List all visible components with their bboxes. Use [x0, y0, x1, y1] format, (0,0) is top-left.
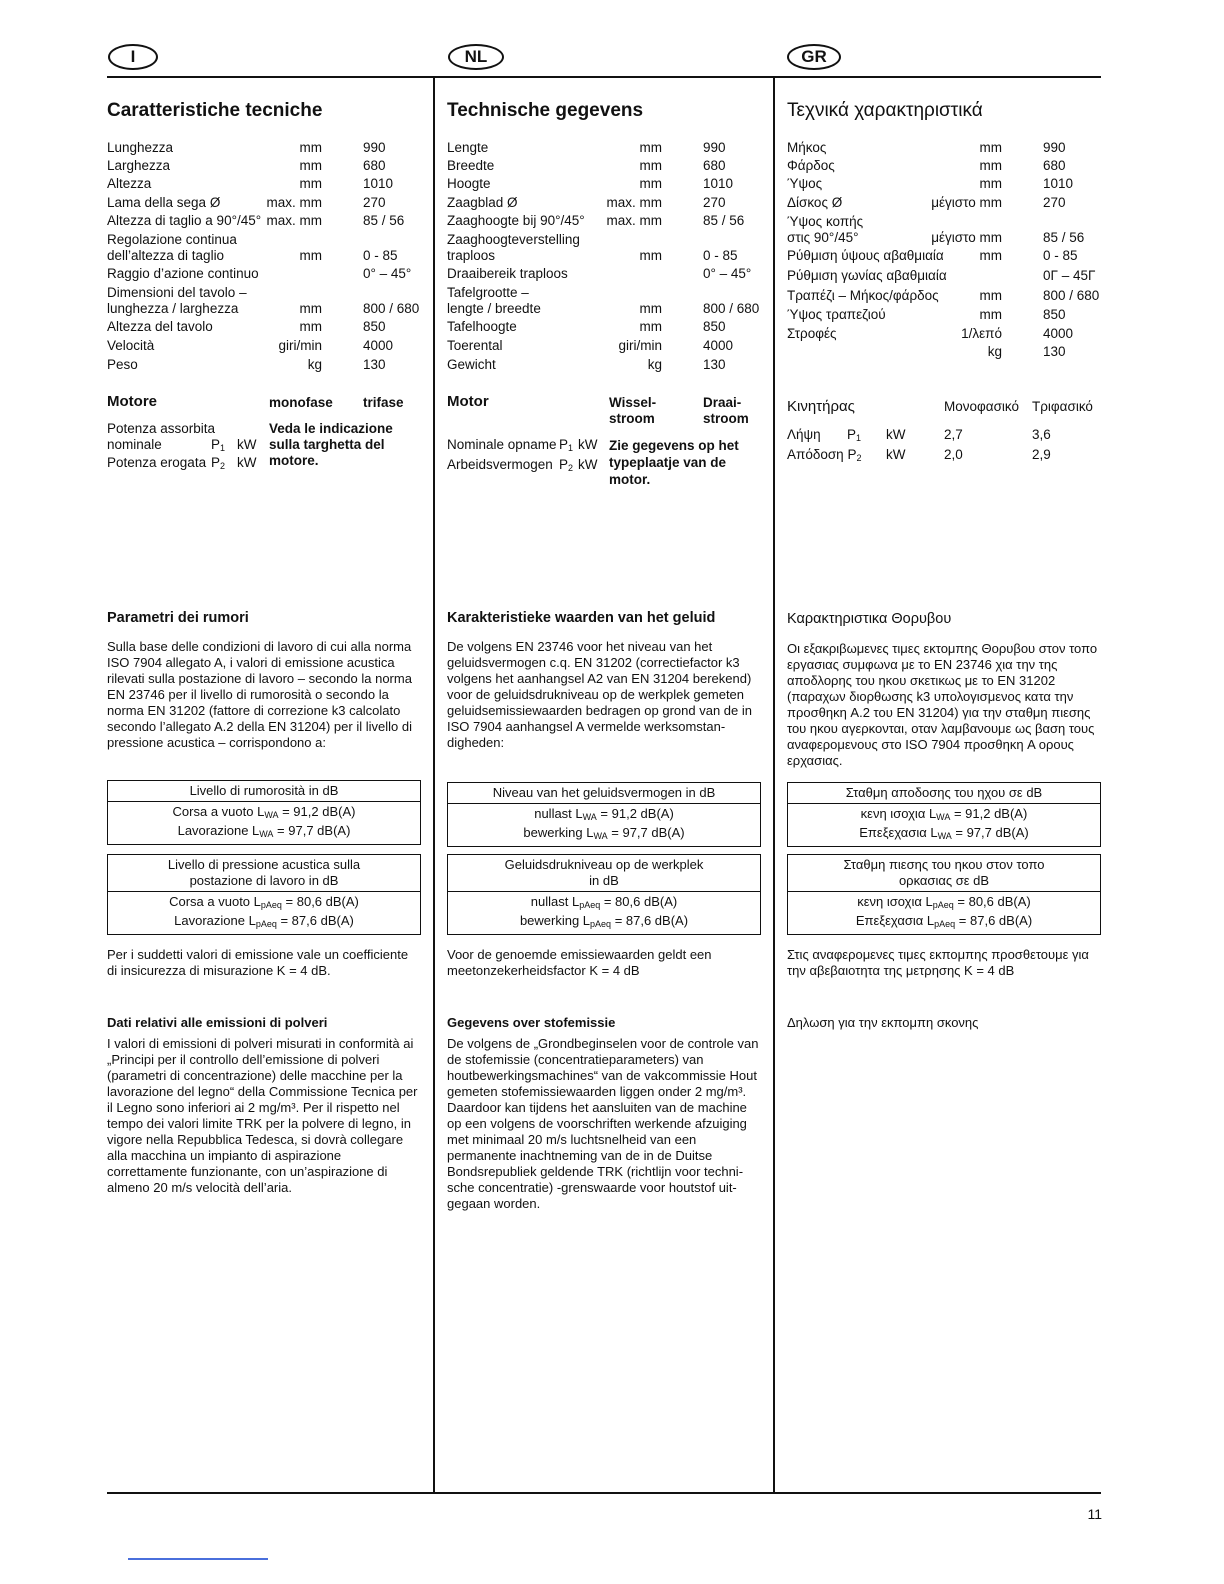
language-badge-gr: GR [787, 44, 841, 70]
spec-value: 0 - 85 [363, 248, 398, 263]
noise-box-pressure [447, 854, 761, 935]
noise-box-pressure [107, 854, 421, 935]
spec-label: Toerental [447, 338, 503, 353]
spec-unit: mm [299, 319, 322, 334]
language-badge-it: I [108, 44, 158, 70]
noise-value-line: Επεξεχασια $L_{WA} = 97,7$ dB(A) [859, 825, 1029, 841]
spec-row [447, 232, 761, 263]
spec-label: Hoogte [447, 176, 491, 191]
motor-col-three-phase: Τριφασικό [1032, 399, 1093, 414]
spec-value: 4000 [363, 338, 394, 353]
motor-output-unit: kW [237, 455, 257, 470]
motor-output-three: 2,9 [1032, 447, 1051, 462]
spec-value: 990 [363, 140, 386, 155]
spec-unit: μέγιστο mm [931, 195, 1002, 210]
footer-link-line [128, 1558, 268, 1560]
spec-row [787, 326, 1101, 344]
spec-row [447, 319, 761, 337]
motor-output-single: 2,0 [944, 447, 963, 462]
spec-row [447, 195, 761, 213]
motor-input-unit: kW [237, 437, 257, 452]
motor-col-single-phase: monofase [269, 395, 333, 410]
noise-box-body [788, 892, 1100, 934]
dust-title: Gegevens over stofemissie [447, 1015, 616, 1030]
spec-row [107, 285, 421, 316]
spec-value: 0° – 45° [703, 266, 752, 281]
spec-unit: max. mm [266, 195, 322, 210]
spec-label: Gewicht [447, 357, 496, 372]
spec-row [787, 195, 1101, 213]
spec-row [107, 338, 421, 356]
spec-value: 990 [1043, 140, 1066, 155]
noise-box-heading: Σταθμη πιεσης του ηκου στον τοπο ορκασιας σε dB [788, 855, 1100, 892]
spec-row [787, 140, 1101, 158]
noise-text: Οι εξακριβωμενες τιμες εκτομπης Θορυβου στον τοπο εργασιας συμφωνα με το EN 23746 χια την της αποδλορης του ηκου σκετικως με το EN 31202 (παραχων διορθωσης k3 υπολογισμενος κατα την προσθηκη A.2 του EN 31204) για την σταθμη πιεσης του ηκου αγερκονται, οταν λαμβανουμε ως βαση τους αναφερομενους στο ISO 7904 προσθηκη A ορους ερχασιας. [787, 641, 1098, 768]
noise-value-line: nullast $L_{pAeq} = 80,6$ dB(A) [530, 894, 678, 910]
spec-label: Ύψος [787, 176, 823, 191]
top-rule [107, 76, 1101, 78]
page-title: Caratteristiche tecniche [107, 100, 323, 121]
spec-value: 85 / 56 [703, 213, 745, 228]
spec-label: Altezza di taglio a 90°/45° [107, 213, 262, 228]
spec-row [447, 158, 761, 176]
motor-col-single-phase: Wissel- stroom [609, 395, 657, 426]
spec-label: Tafelhoogte [447, 319, 517, 334]
spec-label: Τραπέζι – Μήκος/φάρδος [787, 288, 939, 303]
noise-box-body [448, 804, 760, 846]
spec-label: Larghezza [107, 158, 171, 173]
spec-label: Breedte [447, 158, 495, 173]
spec-row [447, 357, 761, 375]
noise-box-body [448, 892, 760, 934]
spec-unit: giri/min [278, 338, 322, 353]
motor-col-single-phase: Μονοφασικό [944, 399, 1019, 414]
spec-unit: mm [639, 248, 662, 263]
spec-value: 680 [363, 158, 386, 173]
spec-unit: mm [979, 140, 1002, 155]
spec-unit: kg [307, 357, 322, 372]
noise-box-body [108, 802, 420, 844]
noise-value-line: bewerking $L_{pAeq} = 87,6$ dB(A) [519, 913, 689, 929]
noise-box-power [447, 782, 761, 847]
noise-title: Karakteristieke waarden van het geluid [447, 610, 716, 626]
spec-unit: mm [299, 248, 322, 263]
spec-unit: kg [987, 344, 1002, 359]
spec-value: 800 / 680 [1043, 288, 1100, 303]
noise-value-line: κενη ισοχια $L_{WA} = 91,2$ dB(A) [860, 806, 1028, 822]
spec-row [787, 214, 1101, 245]
spec-value: 270 [703, 195, 726, 210]
motor-input-symbol: $P_1$ [559, 437, 574, 453]
spec-unit: 1/λεπό [961, 326, 1002, 341]
spec-row [107, 195, 421, 213]
spec-value: 130 [703, 357, 726, 372]
motor-output-symbol: $P_2$ [211, 455, 226, 471]
spec-label: Tafelgrootte – lengte / breedte [447, 285, 541, 316]
spec-unit: mm [639, 140, 662, 155]
spec-unit: mm [299, 176, 322, 191]
motor-input-symbol: $P_1$ [847, 427, 862, 443]
spec-value: 0 - 85 [1043, 248, 1078, 263]
spec-value: 1010 [363, 176, 394, 191]
noise-value-line: Corsa a vuoto $L_{pAeq} = 80,6$ dB(A) [169, 894, 359, 910]
spec-row [107, 213, 421, 231]
spec-unit: max. mm [606, 195, 662, 210]
motor-input-three: 3,6 [1032, 427, 1051, 442]
dust-title: Δηλωση για την εκπομπη σκονης [787, 1015, 979, 1030]
spec-label: Zaagblad Ø [447, 195, 518, 210]
motor-input-unit: kW [886, 427, 906, 442]
spec-row [107, 266, 421, 284]
noise-box-heading: Niveau van het geluidsvermogen in dB [448, 783, 760, 804]
noise-title: Καρακτηριστικα Θορυβου [787, 611, 952, 627]
spec-label: Δίσκος Ø [787, 195, 843, 210]
spec-row [787, 268, 1101, 286]
spec-value: 680 [703, 158, 726, 173]
spec-row [447, 266, 761, 284]
spec-row [447, 140, 761, 158]
spec-value: 680 [1043, 158, 1066, 173]
dust-text: I valori di emissioni di polveri misurati in conformità ai „Principi per il controllo dell’emissione di polveri (parametri di concentrazione) delle macchine per la lavorazione del legno“ della Commissione Tecnica per il Legno sono inferiori ai 2 mg/m³. Per il rispetto nel tempo dei valori limite TRK per la polvere di legno, in vigore nella Repubblica Tedesca, si dovrà collegare alla macchina un impianto di aspirazione correttamente funzionante, con un’aspirazione di almeno 20 m/s velocità dell’aria. [107, 1036, 418, 1195]
spec-unit: max. mm [266, 213, 322, 228]
spec-unit: mm [979, 248, 1002, 263]
noise-value-line: Επεξεχασια $L_{pAeq} = 87,6$ dB(A) [855, 913, 1033, 929]
spec-row [447, 176, 761, 194]
spec-row [447, 213, 761, 231]
spec-label: Draaibereik traploos [447, 266, 568, 281]
motor-output-unit: kW [886, 447, 906, 462]
noise-box-heading: Livello di rumorosità in dB [108, 781, 420, 802]
noise-value-line: κενη ισοχια $L_{pAeq} = 80,6$ dB(A) [857, 894, 1031, 910]
spec-unit: mm [979, 288, 1002, 303]
spec-label: Altezza del tavolo [107, 319, 213, 334]
spec-label: Velocità [107, 338, 155, 353]
spec-label: Ύψος τραπεζιού [787, 307, 886, 322]
motor-input-symbol: $P_1$ [211, 437, 226, 453]
motor-note: Zie gegevens op het typeplaatje van de motor. [609, 438, 739, 487]
spec-label: Μήκος [787, 140, 827, 155]
noise-box-body [788, 804, 1100, 846]
motor-output-label: Potenza erogata [107, 455, 207, 470]
spec-row [787, 248, 1101, 266]
spec-label: Φάρδος [787, 158, 835, 173]
spec-value: 800 / 680 [363, 301, 420, 316]
spec-value: 850 [1043, 307, 1066, 322]
motor-output-label: Απόδοση $P_2$ [787, 447, 862, 463]
dust-title: Dati relativi alle emissioni di polveri [107, 1015, 328, 1030]
spec-value: 130 [363, 357, 386, 372]
spec-label: Ρύθμιση γωνίας αβαθμιαία [787, 268, 947, 283]
spec-unit: mm [639, 176, 662, 191]
noise-value-line: Lavorazione $L_{pAeq} = 87,6$ dB(A) [174, 913, 354, 929]
page-number: 11 [1087, 1506, 1102, 1522]
spec-label: Lama della sega Ø [107, 195, 221, 210]
spec-value: 85 / 56 [1043, 230, 1085, 245]
spec-label: Zaaghoogte bij 90°/45° [447, 213, 585, 228]
spec-unit: mm [299, 140, 322, 155]
uncertainty-text: Per i suddetti valori di emissione vale un coefficiente di insicurezza di misurazione K = 4 dB. [107, 947, 409, 978]
motor-title: Motore [107, 393, 157, 410]
spec-row [787, 344, 1101, 362]
noise-text: De volgens EN 23746 voor het niveau van het geluidsvermogen c.q. EN 31202 (correctiefactor k3 volgens het aanhangsel A2 van EN 31204 berekend) voor de geluidsdrukniveau op de werkplek gemeten geluidsemissiewaarden bedragen op grond van de in ISO 7904 aanhangsel A vermelde werksomstan-digheden: [447, 639, 752, 750]
motor-input-label: Nominale opname [447, 437, 557, 452]
noise-value-line: bewerking $L_{WA} = 97,7$ dB(A) [523, 825, 685, 841]
bottom-rule [107, 1492, 1101, 1494]
language-badge-nl: NL [448, 44, 504, 70]
spec-label: Lengte [447, 140, 489, 155]
noise-value-line: Corsa a vuoto $L_{WA} = 91,2$ dB(A) [172, 804, 356, 820]
spec-row [107, 357, 421, 375]
spec-label: Ύψος κοπής στις 90°/45° [787, 214, 864, 245]
noise-box-pressure [787, 854, 1101, 935]
spec-unit: mm [639, 158, 662, 173]
spec-value: 850 [363, 319, 386, 334]
spec-value: 850 [703, 319, 726, 334]
spec-value: 270 [363, 195, 386, 210]
spec-unit: μέγιστο mm [931, 230, 1002, 245]
spec-label: Peso [107, 357, 138, 372]
spec-label: Regolazione continua dell’altezza di taglio [107, 232, 237, 263]
spec-value: 4000 [1043, 326, 1074, 341]
spec-row [447, 285, 761, 316]
spec-row [447, 338, 761, 356]
noise-box-heading: Livello di pressione acustica sulla postazione di lavoro in dB [108, 855, 420, 892]
spec-value: 1010 [703, 176, 734, 191]
motor-title: Κινητήρας [787, 398, 855, 415]
spec-unit: mm [979, 307, 1002, 322]
motor-input-label: Potenza assorbita nominale [107, 421, 216, 452]
spec-label: Dimensioni del tavolo – lunghezza / larghezza [107, 285, 247, 316]
spec-value: 0Γ – 45Γ [1043, 268, 1096, 283]
spec-row [107, 176, 421, 194]
spec-label: Lunghezza [107, 140, 174, 155]
motor-input-unit: kW [578, 437, 598, 452]
motor-output-label: Arbeidsvermogen [447, 457, 553, 472]
spec-label: Ρύθμιση ύψους αβαθμιαία [787, 248, 944, 263]
noise-box-heading: Geluidsdrukniveau op de werkplek in dB [448, 855, 760, 892]
spec-value: 800 / 680 [703, 301, 760, 316]
noise-box-body [108, 892, 420, 934]
spec-row [107, 232, 421, 263]
spec-row [787, 158, 1101, 176]
spec-unit: mm [979, 176, 1002, 191]
spec-unit: mm [979, 158, 1002, 173]
spec-value: 1010 [1043, 176, 1074, 191]
spec-value: 85 / 56 [363, 213, 405, 228]
spec-unit: max. mm [606, 213, 662, 228]
spec-unit: giri/min [618, 338, 662, 353]
spec-unit: mm [639, 319, 662, 334]
spec-unit: kg [647, 357, 662, 372]
spec-value: 990 [703, 140, 726, 155]
spec-value: 0 - 85 [703, 248, 738, 263]
motor-output-symbol: $P_2$ [559, 457, 574, 473]
motor-input-label: Λήψη [787, 427, 821, 442]
noise-text: Sulla base delle condizioni di lavoro di cui alla norma ISO 7904 allegato A, i valori di emissione acustica rilevati sulla postazione di lavoro – secondo la norma EN 23746 per il livello di rumorosità o secondo la norma EN 31202 (fattore di correzione k3 calcolato secondo l’allegato A.2 della EN 31204) per il livello di pressione acustica – corrispondono a: [107, 639, 412, 750]
spec-unit: mm [639, 301, 662, 316]
noise-value-line: Lavorazione $L_{WA} = 97,7$ dB(A) [177, 823, 351, 839]
uncertainty-text: Voor de genoemde emissiewaarden geldt een meetonzekerheidsfactor K = 4 dB [447, 947, 712, 978]
page-title: Technische gegevens [447, 100, 644, 121]
column-divider-2 [773, 76, 775, 1492]
motor-input-single: 2,7 [944, 427, 963, 442]
motor-col-three-phase: Draai- stroom [703, 395, 749, 426]
motor-output-unit: kW [578, 457, 598, 472]
spec-value: 0° – 45° [363, 266, 412, 281]
dust-text: De volgens de „Grondbeginselen voor de controle van de stofemissie (concentratieparameters) van houtbewerkingsmachines“ van de vakcommissie Hout gemeten stofemissiewaarden liggen onder 2 mg/m³. Daardoor kan tijdens het aansluiten van de machine op een volgens de voorschriften werkende afzuiging met minimaal 20 m/s luchtsnelheid van een permanente inachtneming van de in de Duitse Bondsrepubliek geldende TRK (richtlijn voor techni-sche concentratie) -grenswaarde voor houtstof uit-gegaan worden. [447, 1036, 759, 1211]
spec-row [787, 288, 1101, 306]
noise-box-power [107, 780, 421, 845]
spec-label: Στροφές [787, 326, 837, 341]
uncertainty-text: Στις αναφερομενες τιμες εκπομπης προσθετουμε για την αβεβαιοτητα της μετρησης K = 4 dB [787, 947, 1089, 978]
spec-label: Altezza [107, 176, 152, 191]
spec-row [787, 307, 1101, 325]
spec-row [107, 140, 421, 158]
spec-unit: mm [299, 158, 322, 173]
motor-col-three-phase: trifase [363, 395, 404, 410]
noise-box-power [787, 782, 1101, 847]
motor-note: Veda le indicazione sulla targhetta del motore. [269, 421, 393, 468]
spec-value: 130 [1043, 344, 1066, 359]
noise-value-line: nullast $L_{WA} = 91,2$ dB(A) [534, 806, 674, 822]
noise-title: Parametri dei rumori [107, 610, 249, 626]
motor-title: Motor [447, 393, 489, 410]
noise-box-heading: Σταθμη αποδοσης του ηχου σε dB [788, 783, 1100, 804]
spec-label: Zaaghoogteverstelling traploos [447, 232, 580, 263]
spec-row [787, 176, 1101, 194]
spec-value: 270 [1043, 195, 1066, 210]
spec-value: 4000 [703, 338, 734, 353]
spec-label: Raggio d’azione continuo [107, 266, 259, 281]
column-divider-1 [433, 76, 435, 1492]
page-title: Τεχνικά χαρακτηριστικά [787, 100, 983, 121]
spec-unit: mm [299, 301, 322, 316]
spec-row [107, 319, 421, 337]
spec-row [107, 158, 421, 176]
